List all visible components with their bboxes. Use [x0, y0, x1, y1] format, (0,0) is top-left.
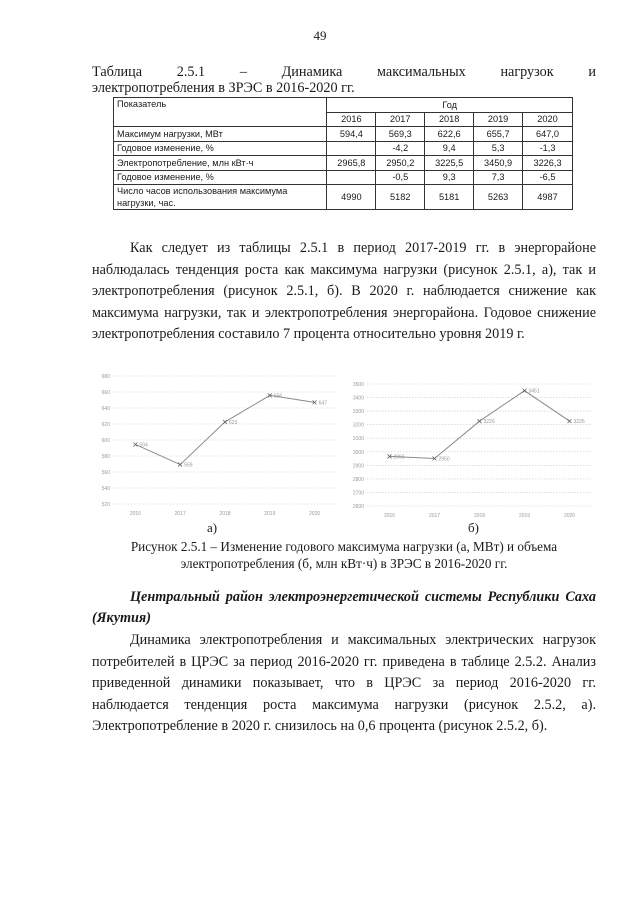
x-tick-label: 2017 [428, 513, 441, 519]
data-label: 647 [318, 400, 327, 407]
value-cell: 4987 [523, 185, 573, 210]
data-label: 3451 [528, 388, 540, 395]
value-cell: 3450,9 [474, 156, 523, 171]
data-label: 2950 [438, 456, 450, 463]
figure-caption-line1: Рисунок 2.5.1 – Изменение годового максимума нагрузки (а, МВт) и объема [130, 539, 558, 554]
table-header-row [114, 98, 573, 113]
paragraph-central-region: Динамика электропотребления и максимальных электрических нагрузок потребителей в ЦРЭС за период 2016-2020 гг. приведена в таблице 2.5.2. Анализ приведенной динамики показывает, что в ЦРЭС за период 2016-2020 гг. наблюдается тенденция роста максимума нагрузки (рисунок 2.5.2, а). Электропотребление в 2020 г. снизилось на 0,6 процента (рисунок 2.5.2, б). [92, 632, 596, 734]
row-label: Максимум нагрузки, МВт [114, 127, 327, 142]
sub-label-a: а) [207, 520, 218, 535]
value-cell: 5,3 [474, 141, 523, 156]
row-label: Годовое изменение, % [114, 170, 327, 185]
value-cell: 569,3 [376, 127, 425, 142]
data-point [178, 463, 182, 467]
data-label: 656 [273, 393, 283, 400]
y-tick-label: 3500 [352, 382, 364, 388]
data-label: 3226 [573, 419, 585, 426]
value-cell: -1,3 [523, 141, 573, 156]
table-row [114, 141, 573, 156]
x-tick-label: 2017 [174, 511, 186, 517]
data-label: 594 [139, 442, 148, 449]
y-tick-label: 3000 [352, 449, 364, 456]
value-cell: 2965,8 [327, 156, 376, 171]
y-tick-label: 2600 [352, 504, 364, 510]
year-cell: 2020 [523, 112, 573, 127]
data-point [568, 419, 572, 423]
value-cell: 7,3 [474, 170, 523, 185]
table-caption-word: и [588, 64, 596, 80]
y-tick-label: 560 [101, 470, 110, 476]
page-number: 49 [313, 28, 327, 43]
y-tick-label: 3300 [352, 409, 364, 416]
value-cell: 5263 [474, 185, 523, 210]
y-tick-label: 3400 [352, 395, 364, 402]
value-cell [327, 170, 376, 185]
table-caption-word: Таблица [92, 64, 143, 80]
x-tick-label: 2019 [518, 513, 531, 519]
row-label: Электропотребление, млн кВт·ч [114, 156, 327, 171]
chart-b-consumption [343, 380, 598, 520]
chart-a-load-max [91, 370, 343, 518]
data-point [223, 420, 227, 424]
value-cell: 647,0 [523, 127, 573, 142]
year-cell: 2019 [474, 112, 523, 127]
sub-label-b: б) [468, 520, 479, 535]
y-tick-label: 2900 [352, 463, 364, 470]
year-cell: 2018 [425, 112, 474, 127]
x-tick-label: 2019 [264, 511, 276, 517]
table-caption-word: 2.5.1 [176, 64, 206, 80]
load-dynamics-table [113, 97, 573, 210]
y-tick-label: 3200 [352, 422, 364, 429]
year-cell: 2017 [376, 112, 425, 127]
value-cell: 9,4 [425, 141, 474, 156]
table-row [114, 127, 573, 142]
value-cell: 594,4 [327, 127, 376, 142]
row-label: Число часов использования максимума нагрузки, час. [114, 185, 327, 210]
year-cell: 2016 [327, 112, 376, 127]
table-row [114, 185, 573, 210]
x-tick-label: 2020 [563, 513, 576, 519]
table-caption-word: – [239, 64, 247, 80]
figure-caption-line2: электропотребления (б, млн кВт·ч) в ЗРЭС в 2016-2020 гг. [180, 556, 508, 571]
value-cell: 4990 [327, 185, 376, 210]
data-point [133, 442, 137, 446]
table-caption-word: нагрузок [500, 64, 554, 80]
y-tick-label: 600 [101, 438, 110, 444]
row-label: Годовое изменение, % [114, 141, 327, 156]
data-label: 623 [229, 419, 238, 426]
value-cell: 9,3 [425, 170, 474, 185]
y-tick-label: 660 [101, 390, 110, 396]
value-cell: 5182 [376, 185, 425, 210]
y-tick-label: 680 [101, 374, 110, 380]
x-tick-label: 2018 [219, 511, 231, 517]
value-cell: -6,5 [523, 170, 573, 185]
value-cell: -4,2 [376, 141, 425, 156]
y-tick-label: 620 [101, 422, 110, 428]
value-cell: 622,6 [425, 127, 474, 142]
value-cell: 655,7 [474, 127, 523, 142]
y-tick-label: 640 [101, 406, 110, 412]
paragraph-analysis: Как следует из таблицы 2.5.1 в период 2017-2019 гг. в энергорайоне наблюдалась тенденция роста как максимума нагрузки (рисунок 2.5.1, а), так и электропотребления (рисунок 2.5.1, б). В 2020 г. наблюдается снижение как максимума нагрузки, так и электропотребления энергорайона. Годовое снижение электропотребления составило 7 процента относительно уровня 2019 г. [92, 240, 596, 342]
table-caption-line2: электропотребления в ЗРЭС в 2016-2020 гг. [92, 80, 355, 96]
table-caption-line1 [92, 64, 596, 81]
value-cell [327, 141, 376, 156]
y-tick-label: 2700 [352, 490, 364, 497]
data-label: 2966 [393, 454, 405, 461]
y-tick-label: 540 [101, 486, 110, 492]
table-caption-word: Динамика [281, 64, 343, 80]
data-label: 3226 [483, 419, 495, 426]
table-caption-word: максимальных [377, 64, 466, 80]
y-tick-label: 580 [101, 454, 110, 460]
x-tick-label: 2016 [129, 511, 141, 517]
header-year-group: Год [327, 98, 573, 113]
section-heading: Центральный район электроэнергетической системы Республики Саха (Якутия) [92, 589, 596, 626]
series-line [135, 395, 314, 464]
y-tick-label: 2800 [352, 476, 364, 483]
x-tick-label: 2020 [309, 511, 321, 517]
x-tick-label: 2016 [383, 513, 396, 519]
data-label: 569 [184, 462, 193, 469]
data-point [523, 389, 527, 393]
value-cell: 5181 [425, 185, 474, 210]
data-point [478, 419, 482, 423]
x-tick-label: 2018 [473, 513, 486, 519]
table-row [114, 170, 573, 185]
y-tick-label: 3100 [352, 436, 364, 443]
header-indicator: Показатель [114, 98, 327, 127]
value-cell: 3225,5 [425, 156, 474, 171]
y-tick-label: 520 [101, 502, 110, 508]
table-row [114, 156, 573, 171]
value-cell: -0,5 [376, 170, 425, 185]
value-cell: 3226,3 [523, 156, 573, 171]
value-cell: 2950,2 [376, 156, 425, 171]
